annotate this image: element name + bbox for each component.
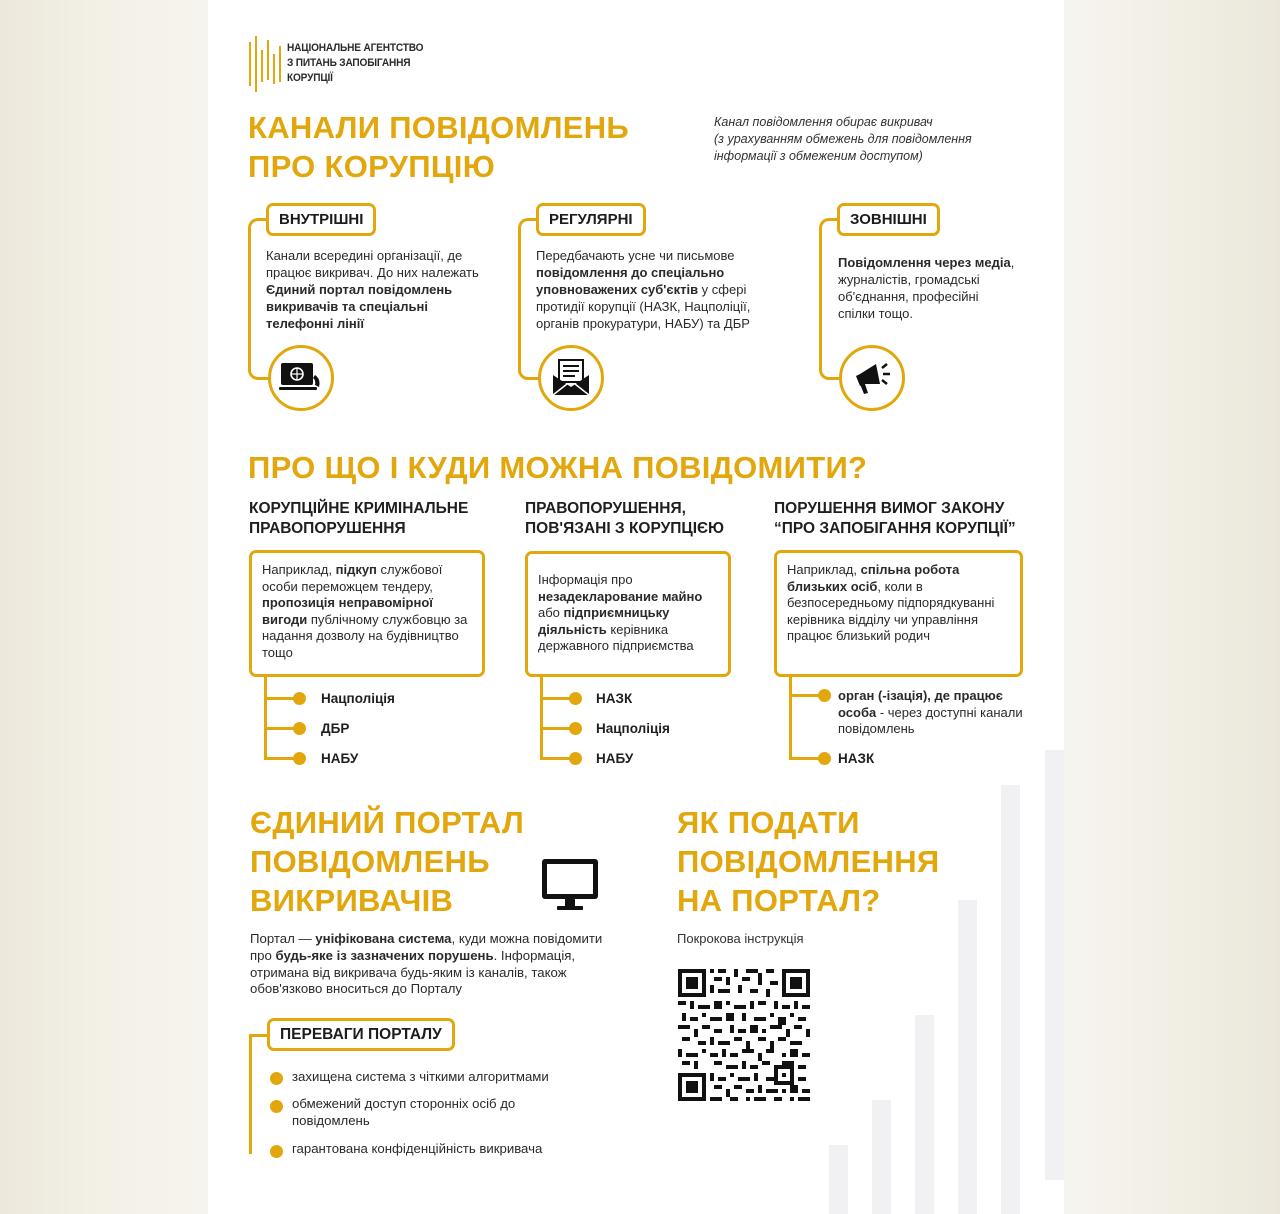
col1-branch [264, 757, 296, 760]
external-text: Повідомлення через медіа, журналістів, громадські об'єднання, професійні спілки тощо. [838, 255, 1015, 321]
body-organization: орган (-ізація), де працює особа - через доступні канали повідомлень [838, 688, 1023, 737]
infographic-page [208, 0, 1064, 1214]
advantage-item: захищена система з чіткими алгоритмами [292, 1069, 549, 1084]
bullet-dot [293, 722, 306, 735]
col2-branch [540, 757, 572, 760]
computer-phone-icon [279, 361, 323, 395]
bullet-dot [569, 692, 582, 705]
col3-tree-line [789, 676, 792, 760]
col1-heading: КОРУПЦІЙНЕ КРИМІНАЛЬНЕ ПРАВОПОРУШЕННЯ [249, 500, 469, 537]
bullet-dot [270, 1145, 283, 1158]
advantages-tag: ПЕРЕВАГИ ПОРТАЛУ [267, 1018, 455, 1051]
channels-title: КАНАЛИ ПОВІДОМЛЕНЬ ПРО КОРУПЦІЮ [248, 110, 630, 184]
channels-note: Канал повідомлення обирає викривач (з урахуванням обмежень для повідомлення інформації з обмеженим доступом) [714, 115, 972, 163]
advantage-item: обмежений доступ сторонніх осіб до повідомлень [292, 1096, 516, 1128]
col2-heading: ПРАВОПОРУШЕННЯ, ПОВ'ЯЗАНІ З КОРУПЦІЄЮ [525, 500, 725, 537]
bullet-dot [270, 1072, 283, 1085]
monitor-icon [541, 858, 599, 912]
portal-description: Портал — уніфікована система, куди можна повідомити про будь-яке із зазначених порушень. Інформація, отримана від викривача будь-яким із каналів, також обов'язково вноситься до Порталу [250, 931, 603, 997]
external-tag: ЗОВНІШНІ [837, 203, 940, 236]
envelope-letter-icon [551, 359, 591, 397]
bullet-dot [293, 692, 306, 705]
background-bar [915, 1015, 934, 1214]
body-nazk: НАЗК [596, 691, 633, 706]
background-bar [872, 1100, 891, 1214]
advantages-tree-line [249, 1034, 252, 1154]
agency-name: НАЦІОНАЛЬНЕ АГЕНТСТВО З ПИТАНЬ ЗАПОБІГАННЯ КОРУПЦІЇ [287, 42, 424, 84]
body-nabu: НАБУ [321, 751, 359, 766]
body-nazk: НАЗК [838, 751, 875, 766]
external-icon-circle [839, 345, 905, 411]
col1-example-box: Наприклад, підкуп службової особи переможцем тендеру, пропозиція неправомірної вигоди публічному службовцю за надання дозволу на будівництво тощо [249, 550, 485, 677]
bullet-dot [818, 689, 831, 702]
body-national-police: Нацполіція [596, 721, 670, 736]
regular-text: Передбачають усне чи письмове повідомлення до спеціально уповноважених суб'єктів у сфері протидії корупції (НАЗК, Нацполіції, органів прокуратури, НАБУ) та ДБР [536, 248, 751, 331]
advantage-item: гарантована конфіденційність викривача [292, 1141, 543, 1156]
col1-branch [264, 727, 296, 730]
regular-icon-circle [538, 345, 604, 411]
background-bar [958, 900, 977, 1214]
howto-subtitle: Покрокова інструкція [677, 931, 804, 946]
background-bar [1001, 785, 1020, 1214]
body-national-police: Нацполіція [321, 691, 395, 706]
background-bar [829, 1145, 848, 1214]
body-sbi: ДБР [321, 721, 350, 736]
background-bar [1045, 750, 1064, 1180]
col3-branch [789, 757, 821, 760]
col2-branch [540, 727, 572, 730]
howto-title: ЯК ПОДАТИ ПОВІДОМЛЕННЯ НА ПОРТАЛ? [677, 805, 940, 918]
internal-icon-circle [268, 345, 334, 411]
internal-text: Канали всередині організації, де працює викривач. До них належать Єдиний портал повідомлень викривачів та спеціальні телефонні лінії [266, 248, 479, 331]
bullet-dot [569, 752, 582, 765]
internal-tag: ВНУТРІШНІ [266, 203, 376, 236]
bullet-dot [293, 752, 306, 765]
megaphone-icon [852, 360, 892, 396]
regular-tag: РЕГУЛЯРНІ [536, 203, 646, 236]
col2-example-box: Інформація про незадекларование майно або підприємницьку діяльність керівника державного підприємства [525, 551, 731, 677]
qr-code-icon[interactable] [678, 969, 810, 1101]
bullet-dot [270, 1100, 283, 1113]
bullet-dot [818, 752, 831, 765]
col1-branch [264, 697, 296, 700]
col2-branch [540, 697, 572, 700]
col1-tree-line [264, 676, 267, 760]
body-nabu: НАБУ [596, 751, 634, 766]
col2-tree-line [540, 676, 543, 760]
advantages-branch [249, 1034, 269, 1037]
portal-title: ЄДИНИЙ ПОРТАЛ ПОВІДОМЛЕНЬ ВИКРИВАЧІВ [250, 805, 525, 918]
bullet-dot [569, 722, 582, 735]
col3-example-box: Наприклад, спільна робота близьких осіб, коли в безпосередньому підпорядкуванні керівника відділу чи управління працює близький родич [774, 550, 1023, 677]
col3-heading: ПОРУШЕННЯ ВИМОГ ЗАКОНУ “ПРО ЗАПОБІГАННЯ КОРУПЦІЇ” [774, 500, 1016, 537]
agency-logo-icon [249, 36, 283, 92]
what-where-title: ПРО ЩО І КУДИ МОЖНА ПОВІДОМИТИ? [248, 450, 868, 485]
col3-branch [789, 694, 821, 697]
